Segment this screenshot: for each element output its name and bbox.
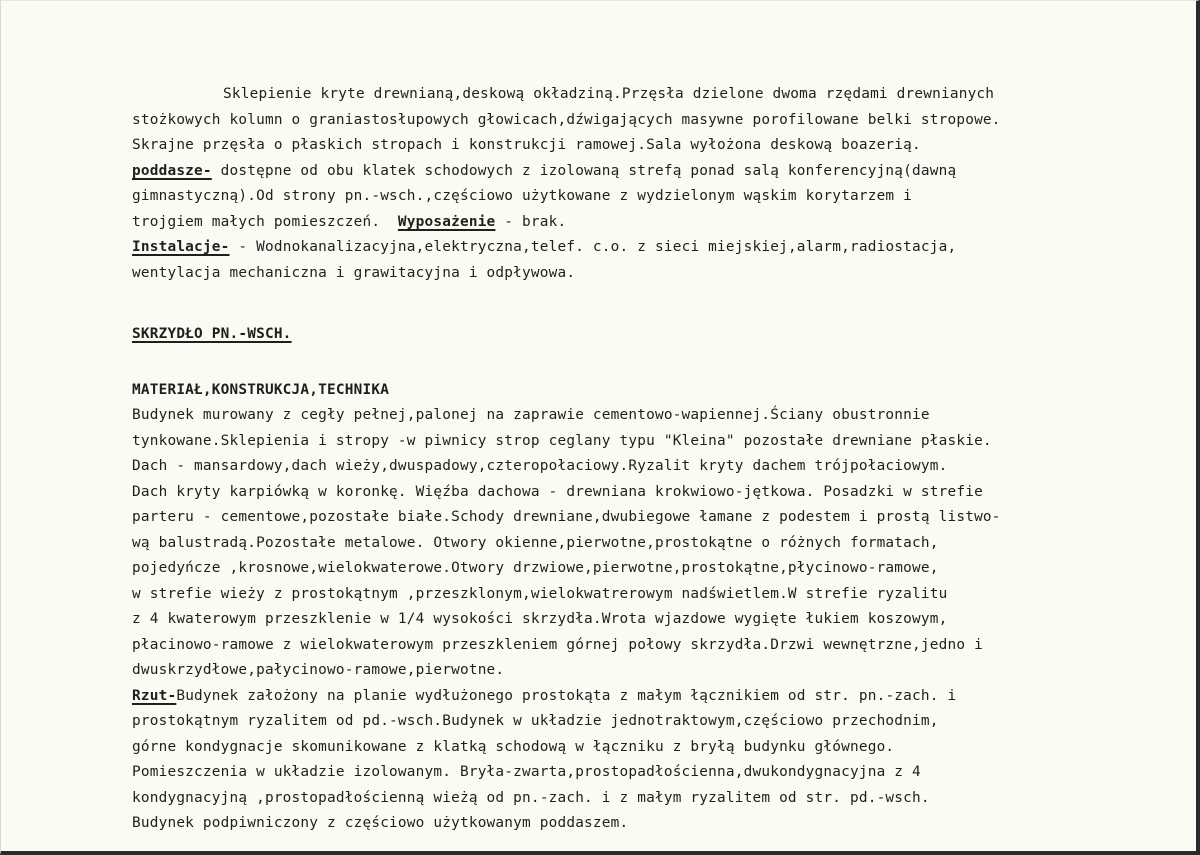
wyposazenie-line xyxy=(132,210,1142,236)
text-line: w strefie wieży z prostokątnym ,przeszklonym,wielokwatrerowym nadświetlem.W strefie ryzalitu xyxy=(132,585,948,602)
text-span: - Wodnokanalizacyjna,elektryczna,telef. c.o. z sieci miejskiej,alarm,radiostacja, xyxy=(229,239,957,255)
spacer xyxy=(132,348,1142,378)
material-heading: MATERIAŁ,KONSTRUKCJA,TECHNIKA xyxy=(132,381,390,398)
text-line: pojedyńcze ,krosnowe,wielokwaterowe.Otwory drzwiowe,pierwotne,prostokątne,płycinowo-ramowe, xyxy=(132,560,939,576)
text-line: parteru - cementowe,pozostałe białe.Schody drewniane,dwubiegowe łamane z podestem i prostą listwo- xyxy=(132,509,1001,525)
text-line: z 4 kwaterowym przeszklenie w 1/4 wysokości skrzydła.Wrota wjazdowe wygięte łukiem koszowym, xyxy=(132,611,948,627)
text-line: płacinowo-ramowe z wielokwaterowym przeszkleniem górnej połowy skrzydła.Drzwi wewnętrzne,jedno i xyxy=(132,636,983,653)
text-line: prostokątnym ryzalitem od pd.-wsch.Budynek w układzie jednotraktowym,częściowo przechodnim, xyxy=(132,713,939,729)
text-line: Budynek murowany z cegły pełnej,palonej na zaprawie cementowo-wapiennej.Ściany obustronnie xyxy=(132,407,930,423)
text-span: Budynek założony na planie wydłużonego prostokąta z małym łącznikiem od str. pn.-zach. i xyxy=(176,687,957,704)
poddasze-label: poddasze- xyxy=(132,162,212,179)
spacer xyxy=(132,286,1142,322)
rzut-label: Rzut- xyxy=(132,687,177,704)
instalacje-line xyxy=(132,235,1142,261)
text-span: - brak. xyxy=(495,213,567,230)
text-span: dostępne od obu klatek schodowych z izolowaną strefą ponad salą konferencyjną(dawną xyxy=(211,162,957,179)
text-span: trojgiem małych pomieszczeń. xyxy=(132,213,398,230)
typewritten-text xyxy=(132,82,1142,837)
poddasze-line xyxy=(132,159,1142,185)
text-line: Dach - mansardowy,dach wieży,dwuspadowy,czteropołaciowy.Ryzalit kryty dachem trójpołaciowym. xyxy=(132,458,948,474)
instalacje-label: Instalacje- xyxy=(132,239,230,255)
text-line: stożkowych kolumn o graniastosłupowych głowicach,dźwigających masywne porofilowane belki stropowe. xyxy=(132,111,1001,128)
section-title: SKRZYDŁO PN.-WSCH. xyxy=(132,326,292,342)
text-line: Pomieszczenia w układzie izolowanym. Bryła-zwarta,prostopadłościenna,dwukondygnacyjna z 4 xyxy=(132,764,921,780)
text-line: kondygnacyjną ,prostopadłościenną wieżą od pn.-zach. i z małym ryzalitem od str. pd.-wsch. xyxy=(132,789,930,806)
text-line: dwuskrzydłowe,pałycinowo-ramowe,pierwotne. xyxy=(132,662,505,678)
rzut-line xyxy=(132,684,1142,710)
text-line: wentylacja mechaniczna i grawitacyjna i odpływowa. xyxy=(132,264,576,281)
text-line: Skrajne przęsła o płaskich stropach i konstrukcji ramowej.Sala wyłożona deskową boazerią. xyxy=(132,137,921,153)
text-line: Sklepienie kryte drewnianą,deskową okładziną.Przęsła dzielone dwoma rzędami drewnianych xyxy=(223,86,995,102)
text-line: tynkowane.Sklepienia i stropy -w piwnicy strop ceglany typu "Kleina" pozostałe drewniane płaskie. xyxy=(132,432,992,449)
text-line: wą balustradą.Pozostałe metalowe. Otwory okienne,pierwotne,prostokątne o różnych formatach, xyxy=(132,534,939,551)
text-line: Budynek podpiwniczony z częściowo użytkowanym poddaszem. xyxy=(132,815,629,831)
text-line: górne kondygnacje skomunikowane z klatką schodową w łączniku z bryłą budynku głównego. xyxy=(132,738,895,755)
wyposazenie-label: Wyposażenie xyxy=(397,213,496,230)
text-line: gimnastyczną).Od strony pn.-wsch.,częściowo użytkowane z wydzielonym wąskim korytarzem i xyxy=(132,188,913,204)
text-line: Dach kryty karpiówką w koronkę. Więźba dachowa - drewniana krokwiowo-jętkowa. Posadzki w strefie xyxy=(132,483,983,500)
section-title-line xyxy=(132,322,1142,348)
